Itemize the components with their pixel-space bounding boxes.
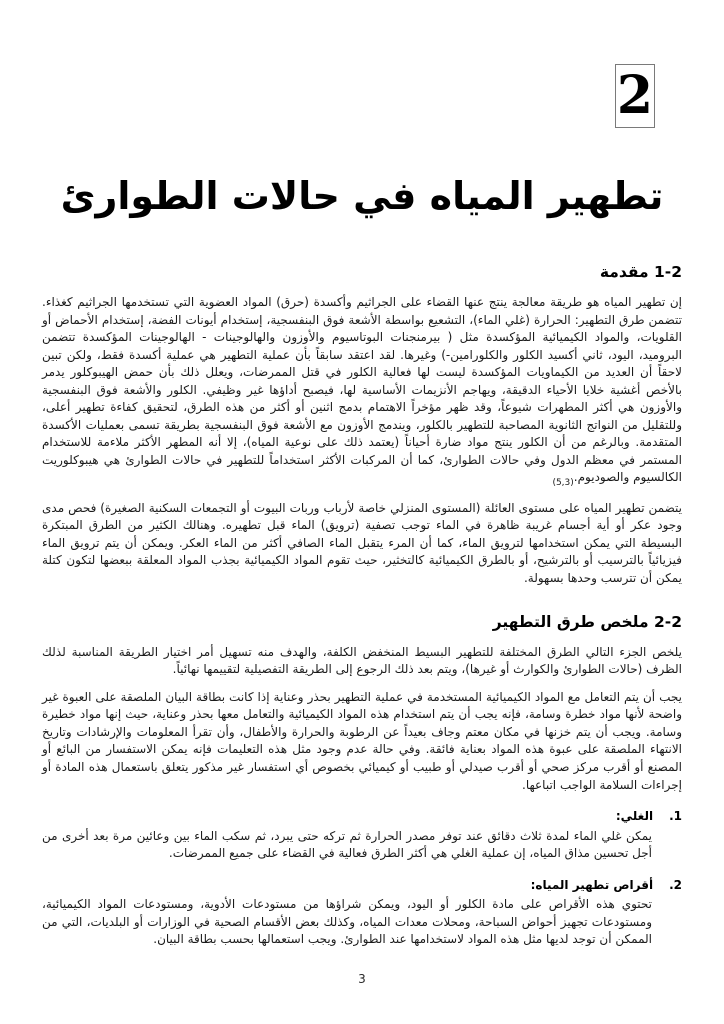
methods-list [42, 808, 682, 949]
section-introduction [42, 261, 682, 587]
list-item-title: الغلي: [615, 809, 654, 824]
list-item-body: تحتوي هذه الأقراص على مادة الكلور أو اليود، ويمكن شراؤها من مستودعات الأدوية، ومستودعات المواد الكيميائية، ومستودعات تجهيز أحواض السباحة، ومحلات معدات المياه، وكذلك بعض الأقسام الصحية في الوزارات أو البلديات، التي من الممكن أن توجد لديها مثل هذه المواد لاستخدامها عند الطوارئ. ويجب استعمالها بحسب بطاقة البيان. [42, 897, 652, 947]
document-body [42, 261, 682, 948]
list-item-boiling [42, 808, 682, 863]
chapter-header [42, 0, 682, 128]
section-heading-methods-summary: 2-2 ملخص طرق التطهير [492, 613, 682, 632]
list-item-number: 2. [669, 877, 682, 892]
list-item-number: 1. [669, 809, 682, 824]
list-item-heading [42, 877, 682, 895]
section-heading-introduction: 1-2 مقدمة [599, 263, 682, 282]
paragraph-text: إن تطهير المياه هو طريقة معالجة ينتج عنها القضاء على الجراثيم وأكسدة (حرق) المواد العضوية التي تستخدمها الجراثيم كغذاء. تتضمن طرق التطهير: الحرارة (غلي الماء)، التشعيع بواسطة الأشعة فوق البنفسجية، إستخدام أيونات الفضة، إستخدام الأحماض أو القلويات، والمواد الكيميائية المؤكسدة مثل ( بيرمنجنات البوتاسيوم والأوزون والهالوجينات - الهالوجينات المؤكسدة تتضمن البروميد، اليود، ثاني أكسيد الكلور والكلورامين-) وغيرها. لقد اعتقد سابقاً بأن عملية التطهير هي عملية أكسدة فقط، ولكن تبين لاحقاً أن العديد من الكيماويات المؤكسدة ليست لها فعالية الكلور في قتل الممرضات، ويعلل ذلك بأن حمض الهيبوكلور يدمر بالأخص أغشية خلايا الأحياء الدقيقة، ويهاجم الأنزيمات الأساسية لها، فيصبح أداؤها غير وظيفي. الكلور والأشعة فوق البنفسجية والأوزون هي أكثر المطهرات شيوعاً، وقد ظهر مؤخراً الاهتمام بدمج اثنين أو أكثر من هذه الطرق، لتحقيق كفاءة تطهير أعلى، وللتقليل من النواتج الثانوية المصاحبة للتطهير بالكلور، ويندمج الأوزون مع الأشعة فوق البنفسجية بطريقة تسمى بعمليات الأكسدة المتقدمة. وبالرغم من أن الكلور ينتج مواد ضارة أحياناً (يعتمد ذلك على نوعية المياه)، إلا أنه المطهر الأكثر ملاءمة للاستخدام المستمر في معظم الدول وفي حالات الطوارئ، كما أن المركبات الأكثر استخداماً للتطهير في حالات الطوارئ هي هيبوكلوريت الكالسيوم والصوديوم. [42, 295, 682, 485]
paragraph-summary-intro: يلخص الجزء التالي الطرق المختلفة للتطهير البسيط المنخفض الكلفة، والهدف منه تسهيل أمر اختيار الطريقة المناسبة لذلك الظرف (حالات الطوارئ والكوارث أو غيرها)، ويتم بعد ذلك الرجوع إلى الطريقة التفصيلية لتقييمها نهائياً. [42, 644, 682, 677]
section-methods-summary [42, 611, 682, 948]
citation-reference: (5,3) [552, 477, 574, 488]
chapter-number-box [615, 64, 655, 128]
chapter-number: 2 [616, 65, 654, 126]
list-item-heading [42, 808, 682, 826]
list-item-title: أقراص تطهير المياه: [530, 877, 654, 892]
list-item-body: يمكن غلي الماء لمدة ثلاث دقائق عند توفر مصدر الحرارة ثم تركه حتى يبرد، ثم سكب الماء بين وعائين مرة بعد أخرى من أجل تحسين مذاق المياه، إن عملية الغلي هي أكثر الطرق فعالية في القضاء على جميع الممرضات. [42, 828, 652, 861]
paragraph-chemical-safety: يجب أن يتم التعامل مع المواد الكيميائية المستخدمة في عملية التطهير بحذر وعناية إذا كانت بطاقة البيان الملصقة على العبوة غير واضحة لأنها مواد خطرة وسامة، فإنه يجب أن يتم استخدام هذه المواد الكيميائية والتعامل معها بحذر وعناية، حيث إنها مواد خطيرة وسامة. ويجب أن يتم خزنها في مكان معتم وجاف بعيداً عن الرطوبة والحرارة والأطفال، وأن تقرأ المعلومات والإرشادات وتاريخ الانتهاء الملصقة على عبوة هذه المواد بعناية فائقة. وفي حالة عدم وجود مثل هذه التعليمات فإنه يمكن الاستفسار من البائع أو المصنع أو أقرب مركز صحي أو أقرب صيدلي أو طبيب أو كيميائي بخصوص أي استفسار غير مذكور يتعلق باستعمال هذه المادة أو إجراءات السلامة الواجب اتباعها. [42, 689, 682, 792]
page-title: تطهير المياه في حالات الطوارئ [60, 174, 664, 218]
paragraph-disinfection-methods [42, 294, 682, 490]
list-item-purification-tablets [42, 877, 682, 949]
page-number: 3 [358, 972, 366, 986]
paragraph-household-disinfection: يتضمن تطهير المياه على مستوى العائلة (المستوى المنزلي خاصة لأرباب وربات البيوت أو التجمعات السكنية الصغيرة) فحص مدى وجود عكر أو أية أجسام غريبة ظاهرة في الماء توجب تصفية (ترويق) الماء قبل تطهيره. وهنالك الكثير من الطرق المبتكرة البسيطة التي يمكن استخدامها لترويق الماء، كما أن المرء يتقبل الماء الصافي أكثر من الماء العكر. ويمكن أن يتم ترويق الماء فيزيائياً بالترسيب أو بالترشيح، أو بالطرق الكيميائية كالتخثير، حيث تقوم المواد الكيميائية بجذب المواد المعلقة ببعضها لتكون كتلة يمكن أن تترسب وحدها بسهولة. [42, 500, 682, 585]
